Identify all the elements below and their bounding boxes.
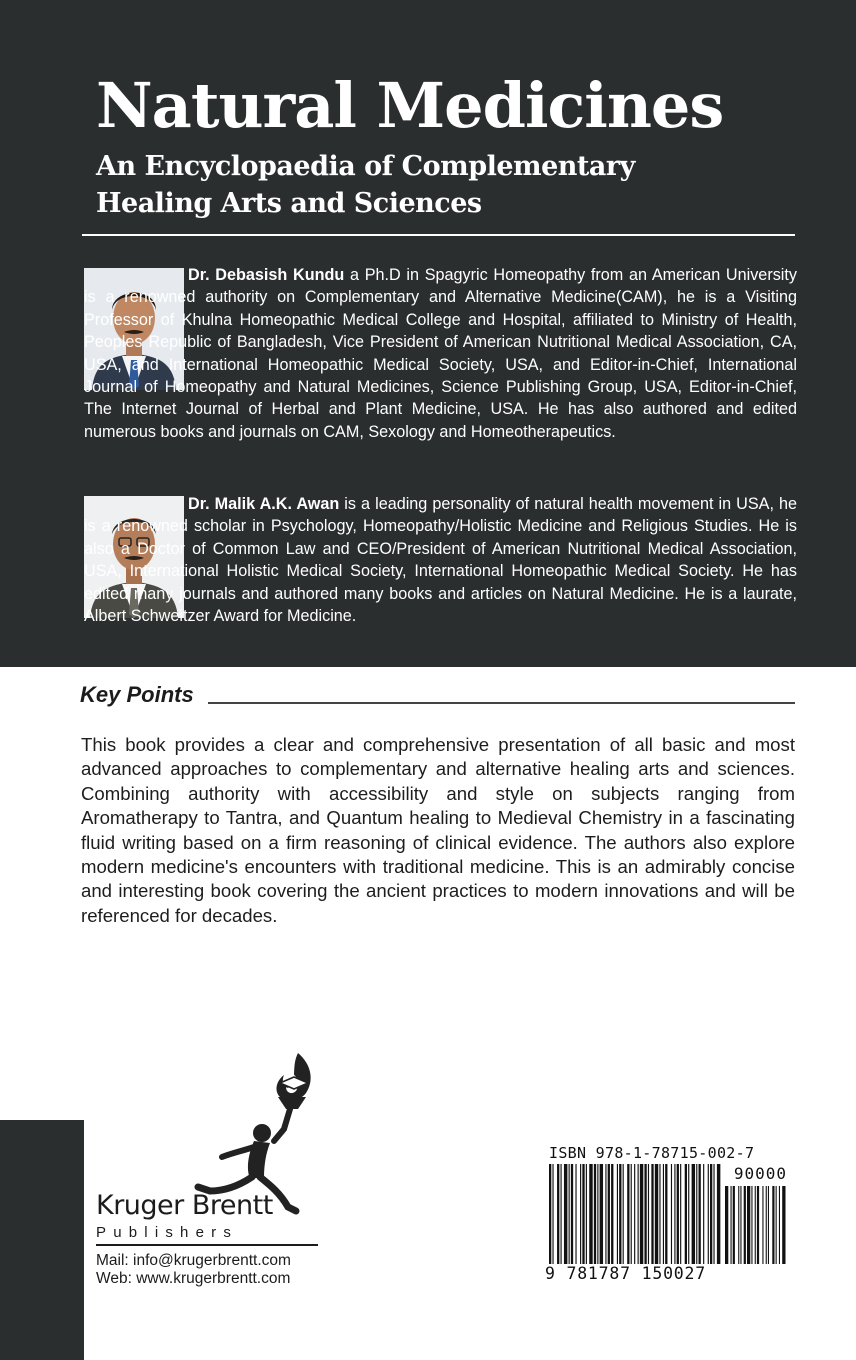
barcode-bar: [671, 1164, 672, 1264]
publisher-tagline: Publishers: [96, 1224, 239, 1241]
author-bio-text-awan: is a leading personality of natural health movement in USA, he is a renowned scholar in Psychology, Homeopathy/Holistic Medicine and Religious Studies. He is also a Doctor of Common Law and CEO/President of American Nutritional Medical Association, USA, International Holistic Medical Society, International Homeopathic Medical Society. He has edited many journals and authored many books and articles on Natural Medicine. He is a laurate, Albert Schweitzer Award for Medicine.: [84, 495, 797, 626]
barcode-bar: [699, 1164, 701, 1264]
title-divider: [82, 234, 795, 236]
barcode-bar: [674, 1164, 675, 1264]
publisher-web: Web: www.krugerbrentt.com: [96, 1270, 291, 1287]
publisher-rule: [96, 1244, 318, 1246]
barcode-bar: [582, 1164, 584, 1264]
barcode-bar: [552, 1164, 553, 1264]
addon-barcode-bar: [725, 1186, 728, 1264]
author-bio-kundu: [84, 264, 797, 443]
addon-barcode-bar: [779, 1186, 780, 1264]
barcode-bar: [617, 1164, 618, 1264]
isbn-text: ISBN 978-1-78715-002-7: [549, 1144, 755, 1162]
addon-barcode-bar: [740, 1186, 741, 1264]
spine-accent-bar: [0, 1120, 84, 1360]
barcode-bar: [640, 1164, 643, 1264]
barcode-bar: [655, 1164, 658, 1264]
addon-barcode-bar: [766, 1186, 767, 1264]
barcode-bar: [586, 1164, 587, 1264]
barcode-bar: [600, 1164, 603, 1264]
addon-barcode-bar: [772, 1186, 774, 1264]
barcode-bar: [605, 1164, 606, 1264]
book-subtitle: An Encyclopaedia of Complementary Healing Arts and Sciences: [96, 151, 635, 219]
addon-barcode-bar: [747, 1186, 750, 1264]
barcode-bar: [597, 1164, 598, 1264]
barcode-bar: [659, 1164, 660, 1264]
barcode-bar: [663, 1164, 664, 1264]
barcode-bar: [611, 1164, 613, 1264]
barcode-bar: [549, 1164, 551, 1264]
addon-barcode-bar: [757, 1186, 759, 1264]
barcode-bar: [619, 1164, 621, 1264]
addon-barcode-bar: [776, 1186, 777, 1264]
author-name-kundu: Dr. Debasish Kundu: [188, 266, 345, 284]
key-points-header: [80, 682, 795, 712]
addon-barcode-bar: [755, 1186, 756, 1264]
barcode-bar: [580, 1164, 581, 1264]
book-title: Natural Medicines: [96, 69, 724, 142]
barcode-bar: [575, 1164, 576, 1264]
barcode-bar: [627, 1164, 629, 1264]
barcode-bar: [561, 1164, 562, 1264]
barcode-bar: [692, 1164, 695, 1264]
barcode-bar: [638, 1164, 639, 1264]
barcode-bar: [623, 1164, 624, 1264]
addon-barcode-bar: [768, 1186, 769, 1264]
barcode-bar: [688, 1164, 689, 1264]
publisher-mail: Mail: info@krugerbrentt.com: [96, 1252, 291, 1269]
barcode-bar: [608, 1164, 610, 1264]
barcode-bar: [648, 1164, 649, 1264]
isbn-barcode-box: [541, 1140, 795, 1290]
addon-barcode-bar: [744, 1186, 746, 1264]
price-code: 90000: [733, 1164, 787, 1183]
barcode-bar: [713, 1164, 714, 1264]
barcode-bar: [680, 1164, 681, 1264]
key-points-heading: Key Points: [80, 682, 194, 707]
key-points-rule: [208, 702, 795, 704]
addon-barcode-bar: [733, 1186, 735, 1264]
book-description: This book provides a clear and comprehensive presentation of all basic and most advanced approaches to complementary and alternative healing arts and sciences. Combining authority with accessibility and style on subjects ranging from Aromatherapy to Tantra, and Quantum healing to Medieval Chemistry in a fascinating fluid writing based on a firm reasoning of clinical evidence. The authors also explore modern medicine's encounters with traditional medicine. This is an admirably concise and interesting book covering the ancient practices to modern innovations and will be referenced for decades.: [81, 734, 795, 926]
barcode-bar: [651, 1164, 653, 1264]
barcode-bar: [571, 1164, 573, 1264]
barcode-bar: [703, 1164, 704, 1264]
barcode-bar: [685, 1164, 687, 1264]
barcode-bar: [557, 1164, 559, 1264]
author-name-awan: Dr. Malik A.K. Awan: [188, 495, 340, 513]
cover-top-band: [0, 0, 856, 667]
addon-barcode-bar: [751, 1186, 752, 1264]
barcode-bar: [589, 1164, 592, 1264]
barcode-bar: [644, 1164, 646, 1264]
barcode-bar: [708, 1164, 709, 1264]
addon-barcode-bar: [782, 1186, 785, 1264]
barcode-bar: [594, 1164, 596, 1264]
publisher-name: Kruger Brentt: [96, 1190, 273, 1221]
barcode-bar: [710, 1164, 712, 1264]
addon-barcode-bar: [762, 1186, 763, 1264]
barcode-bar: [717, 1164, 720, 1264]
author-bio-text-kundu: a Ph.D in Spagyric Homeopathy from an American University is a renowned authority on Complementary and Alternative Medicine(CAM), he is a Visiting Professor of Khulna Homeopathic Medical College and Hospital, affiliated to Ministry of Health, Peoples Republic of Bangladesh, Vice President of American Nutritional Medical Association, CA, USA, and International Homeopathic Medical Society, USA, and Editor-in-Chief, International Journal of Homeopathy and Natural Medicines, Science Publishing Group, USA, Editor-in-Chief, The Internet Journal of Herbal and Plant Medicine, USA. He has also authored and edited numerous books and journals on CAM, Sexology and Homeotherapeutics.: [84, 266, 797, 441]
barcode-bar: [634, 1164, 635, 1264]
barcode-bar: [677, 1164, 679, 1264]
addon-barcode-bar: [731, 1186, 732, 1264]
barcode-bar: [569, 1164, 570, 1264]
barcode-bar: [564, 1164, 567, 1264]
author-bio-awan: [84, 493, 797, 627]
ean-digits: 9 781787 150027: [545, 1264, 707, 1283]
addon-barcode-bar: [738, 1186, 739, 1264]
barcode-bar: [665, 1164, 667, 1264]
barcode-bar: [696, 1164, 697, 1264]
barcode-bar: [631, 1164, 632, 1264]
